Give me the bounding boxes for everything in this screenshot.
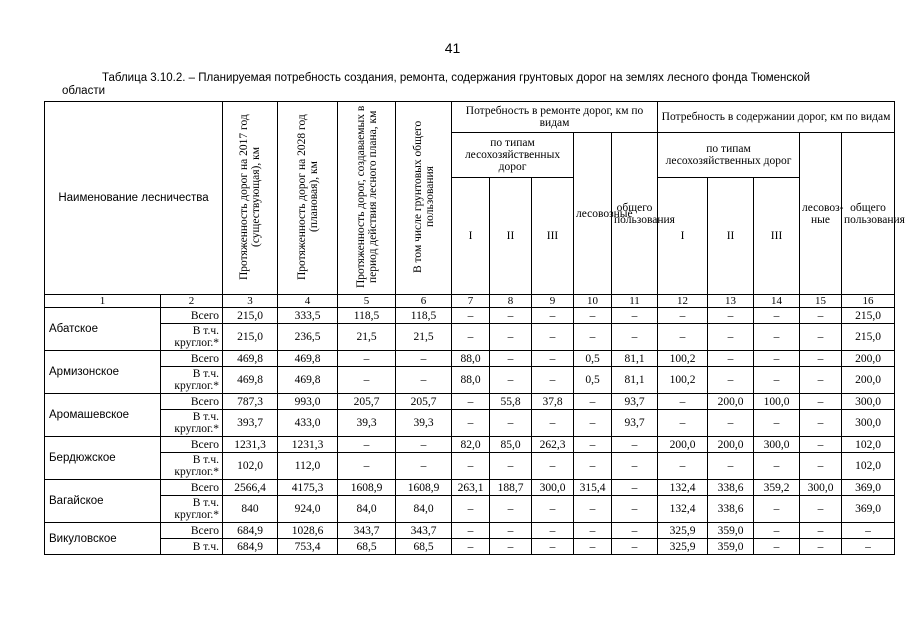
table-cell: – <box>532 324 574 351</box>
table-cell: 393,7 <box>223 410 278 437</box>
column-number: 16 <box>842 295 895 308</box>
table-row <box>45 453 895 480</box>
table-cell: – <box>800 410 842 437</box>
header-repair-type-3: III <box>532 178 574 295</box>
table-cell: 343,7 <box>338 523 396 539</box>
table-cell: – <box>800 324 842 351</box>
table-row <box>45 523 895 539</box>
table-cell: – <box>754 324 800 351</box>
header-maintain-type-2: II <box>708 178 754 295</box>
header-maintain-general: общего пользования <box>842 133 895 295</box>
row-kind: Всего <box>161 351 223 367</box>
header-maintain-by-types: по типам лесохозяйственных дорог <box>658 133 800 178</box>
table-cell: – <box>612 496 658 523</box>
table-cell: – <box>452 410 490 437</box>
header-repair-by-types: по типам лесохозяйственных дорог <box>452 133 574 178</box>
row-kind: Всего <box>161 308 223 324</box>
table-cell: 188,7 <box>490 480 532 496</box>
table-cell: 840 <box>223 496 278 523</box>
table-cell: – <box>452 453 490 480</box>
table-cell: 1028,6 <box>278 523 338 539</box>
header-created: Протяженность дорог, создаваемых в период действия лесного плана, км <box>338 102 396 295</box>
row-kind: В т.ч. круглог.* <box>161 324 223 351</box>
table-cell: – <box>490 539 532 555</box>
table-cell: 0,5 <box>574 367 612 394</box>
forestry-name: Абатское <box>45 308 161 351</box>
table-cell: 1231,3 <box>223 437 278 453</box>
table-row <box>45 308 895 324</box>
table-cell: 369,0 <box>842 480 895 496</box>
table-cell: – <box>452 496 490 523</box>
table-cell: – <box>396 437 452 453</box>
table-cell: – <box>800 523 842 539</box>
table-cell: 37,8 <box>532 394 574 410</box>
table-cell: 993,0 <box>278 394 338 410</box>
column-number: 3 <box>223 295 278 308</box>
table-cell: 68,5 <box>396 539 452 555</box>
table-cell: – <box>452 539 490 555</box>
table-cell: 1608,9 <box>396 480 452 496</box>
table-cell: – <box>754 496 800 523</box>
table-cell: 118,5 <box>396 308 452 324</box>
table-cell: 325,9 <box>658 523 708 539</box>
column-number: 2 <box>161 295 223 308</box>
table-cell: – <box>658 453 708 480</box>
table-cell: 200,0 <box>708 394 754 410</box>
table-cell: 469,8 <box>223 351 278 367</box>
header-maintain-forest: лесовоз-ные <box>800 133 842 295</box>
table-cell: 236,5 <box>278 324 338 351</box>
table-cell: 102,0 <box>842 453 895 480</box>
table-cell: – <box>754 308 800 324</box>
table-cell: – <box>574 324 612 351</box>
table-row <box>45 351 895 367</box>
caption-line-1: Таблица 3.10.2. – Планируемая потребность создания, ремонта, содержания грунтовых дорог на землях лесного фонда Тюменской <box>102 72 811 84</box>
table-cell: 0,5 <box>574 351 612 367</box>
table-cell: – <box>612 539 658 555</box>
table-cell: 200,0 <box>842 367 895 394</box>
table-cell: – <box>708 351 754 367</box>
table-cell: 753,4 <box>278 539 338 555</box>
table-cell: 300,0 <box>754 437 800 453</box>
table-cell: 205,7 <box>338 394 396 410</box>
table-cell: 215,0 <box>223 308 278 324</box>
table-cell: – <box>754 367 800 394</box>
table-cell: – <box>800 437 842 453</box>
column-number: 10 <box>574 295 612 308</box>
table-cell: – <box>612 523 658 539</box>
table-cell: – <box>708 324 754 351</box>
table-cell: – <box>490 496 532 523</box>
table-cell: – <box>612 453 658 480</box>
row-kind: Всего <box>161 480 223 496</box>
table-cell: 1608,9 <box>338 480 396 496</box>
table-cell: – <box>754 351 800 367</box>
table-cell: 359,0 <box>708 539 754 555</box>
forestry-name: Викуловское <box>45 523 161 555</box>
row-kind: В т.ч. круглог.* <box>161 453 223 480</box>
table-cell: 102,0 <box>223 453 278 480</box>
column-number: 7 <box>452 295 490 308</box>
column-number: 1 <box>45 295 161 308</box>
row-kind: Всего <box>161 437 223 453</box>
table-caption <box>62 72 842 98</box>
header-len2028: Протяженность дорог на 2028 год (плановая), км <box>278 102 338 295</box>
table-cell: 315,4 <box>574 480 612 496</box>
table-cell: 300,0 <box>800 480 842 496</box>
row-kind: В т.ч. <box>161 539 223 555</box>
table-cell: 55,8 <box>490 394 532 410</box>
table-cell: – <box>396 453 452 480</box>
column-number: 13 <box>708 295 754 308</box>
table-cell: – <box>490 351 532 367</box>
table-cell: – <box>800 351 842 367</box>
table-cell: 81,1 <box>612 351 658 367</box>
table-cell: 215,0 <box>223 324 278 351</box>
table-row <box>45 480 895 496</box>
table-cell: – <box>754 453 800 480</box>
roads-table <box>44 101 905 555</box>
table-cell: – <box>452 394 490 410</box>
table-cell: – <box>574 410 612 437</box>
table-cell: 102,0 <box>842 437 895 453</box>
table-cell: – <box>574 539 612 555</box>
table-cell: – <box>574 496 612 523</box>
table-cell: 200,0 <box>708 437 754 453</box>
table-cell: 82,0 <box>452 437 490 453</box>
table-cell: 88,0 <box>452 351 490 367</box>
column-number: 9 <box>532 295 574 308</box>
table-cell: 21,5 <box>338 324 396 351</box>
row-kind: В т.ч. круглог.* <box>161 367 223 394</box>
column-number: 4 <box>278 295 338 308</box>
table-row <box>45 394 895 410</box>
column-number: 8 <box>490 295 532 308</box>
row-kind: Всего <box>161 394 223 410</box>
table-cell: – <box>532 367 574 394</box>
table-cell: 338,6 <box>708 480 754 496</box>
table-cell: 132,4 <box>658 480 708 496</box>
header-repair: Потребность в ремонте дорог, км по видам <box>452 102 658 133</box>
table-cell: – <box>800 496 842 523</box>
forestry-name: Вагайское <box>45 480 161 523</box>
table-cell: – <box>532 496 574 523</box>
table-cell: – <box>612 480 658 496</box>
header-maintain-type-3: III <box>754 178 800 295</box>
table-cell: 924,0 <box>278 496 338 523</box>
table-cell: 85,0 <box>490 437 532 453</box>
table-cell: – <box>490 523 532 539</box>
table-cell: – <box>658 308 708 324</box>
table-cell: 100,2 <box>658 351 708 367</box>
table-cell: – <box>574 437 612 453</box>
row-kind: В т.ч. круглог.* <box>161 410 223 437</box>
header-maintain-type-1: I <box>658 178 708 295</box>
table-cell: – <box>532 351 574 367</box>
table-cell: 469,8 <box>278 351 338 367</box>
table-cell: 369,0 <box>842 496 895 523</box>
table-cell: – <box>574 308 612 324</box>
column-number: 12 <box>658 295 708 308</box>
table-row <box>45 324 895 351</box>
table-cell: 338,6 <box>708 496 754 523</box>
column-number: 11 <box>612 295 658 308</box>
table-row <box>45 496 895 523</box>
table-cell: 1231,3 <box>278 437 338 453</box>
table-cell: – <box>612 324 658 351</box>
table-cell: – <box>842 539 895 555</box>
table-cell: – <box>452 308 490 324</box>
page-number: 41 <box>444 40 461 56</box>
table-cell: – <box>708 308 754 324</box>
table-cell: 200,0 <box>658 437 708 453</box>
header-repair-type-2: II <box>490 178 532 295</box>
table-cell: – <box>800 308 842 324</box>
table-cell: – <box>490 324 532 351</box>
table-cell: – <box>800 453 842 480</box>
table-cell: 469,8 <box>223 367 278 394</box>
table-row <box>45 539 895 555</box>
table-cell: 300,0 <box>842 410 895 437</box>
table-cell: – <box>708 410 754 437</box>
table-cell: – <box>532 523 574 539</box>
column-number-row <box>45 295 895 308</box>
table-cell: – <box>800 367 842 394</box>
table-cell: – <box>338 437 396 453</box>
table-cell: – <box>612 437 658 453</box>
table-cell: 39,3 <box>396 410 452 437</box>
table-cell: – <box>708 453 754 480</box>
table-cell: 300,0 <box>532 480 574 496</box>
header-maintain: Потребность в содержании дорог, км по видам <box>658 102 895 133</box>
table-cell: 325,9 <box>658 539 708 555</box>
table-cell: – <box>754 539 800 555</box>
table-cell: 200,0 <box>842 351 895 367</box>
table-row <box>45 437 895 453</box>
table-cell: – <box>490 410 532 437</box>
table-cell: 118,5 <box>338 308 396 324</box>
table-cell: 433,0 <box>278 410 338 437</box>
table-cell: 469,8 <box>278 367 338 394</box>
table-cell: 93,7 <box>612 410 658 437</box>
table-cell: – <box>658 394 708 410</box>
table-cell: – <box>396 351 452 367</box>
table-cell: – <box>574 394 612 410</box>
table-cell: – <box>338 453 396 480</box>
header-len2017: Протяженность дорог на 2017 год (существующая), км <box>223 102 278 295</box>
table-cell: – <box>754 523 800 539</box>
table-cell: – <box>754 410 800 437</box>
table-cell: – <box>396 367 452 394</box>
column-number: 15 <box>800 295 842 308</box>
table-cell: 684,9 <box>223 523 278 539</box>
table-cell: 262,3 <box>532 437 574 453</box>
table-cell: – <box>452 523 490 539</box>
table-cell: 343,7 <box>396 523 452 539</box>
table-cell: 215,0 <box>842 324 895 351</box>
table-cell: 359,2 <box>754 480 800 496</box>
table-row <box>45 410 895 437</box>
table-cell: – <box>658 410 708 437</box>
table-cell: – <box>532 539 574 555</box>
table-cell: – <box>338 367 396 394</box>
table-cell: 205,7 <box>396 394 452 410</box>
table-cell: 100,0 <box>754 394 800 410</box>
column-number: 5 <box>338 295 396 308</box>
table-cell: 39,3 <box>338 410 396 437</box>
header-repair-forest: лесовозные <box>574 133 612 295</box>
table-cell: 263,1 <box>452 480 490 496</box>
table-cell: – <box>490 308 532 324</box>
table-cell: 68,5 <box>338 539 396 555</box>
table-cell: – <box>574 453 612 480</box>
table-cell: – <box>532 453 574 480</box>
table-cell: 684,9 <box>223 539 278 555</box>
forestry-name: Бердюжское <box>45 437 161 480</box>
table-cell: 333,5 <box>278 308 338 324</box>
table-cell: – <box>452 324 490 351</box>
table-cell: 100,2 <box>658 367 708 394</box>
table-cell: – <box>338 351 396 367</box>
table-cell: – <box>708 367 754 394</box>
table-cell: 21,5 <box>396 324 452 351</box>
header-repair-type-1: I <box>452 178 490 295</box>
table-cell: 112,0 <box>278 453 338 480</box>
table-cell: 2566,4 <box>223 480 278 496</box>
header-name: Наименование лесничества <box>45 102 223 295</box>
table-cell: 81,1 <box>612 367 658 394</box>
table-cell: – <box>800 539 842 555</box>
column-number: 6 <box>396 295 452 308</box>
table-cell: – <box>658 324 708 351</box>
header-public: В том числе грунтовых общего пользования <box>396 102 452 295</box>
table-cell: – <box>532 410 574 437</box>
row-kind: Всего <box>161 523 223 539</box>
table-cell: 787,3 <box>223 394 278 410</box>
table-cell: 132,4 <box>658 496 708 523</box>
table-cell: 300,0 <box>842 394 895 410</box>
table-cell: 88,0 <box>452 367 490 394</box>
header-repair-general: общего пользования <box>612 133 658 295</box>
table-cell: – <box>490 453 532 480</box>
table-cell: 84,0 <box>396 496 452 523</box>
table-cell: – <box>490 367 532 394</box>
forestry-name: Аромашевское <box>45 394 161 437</box>
table-cell: – <box>532 308 574 324</box>
column-number: 14 <box>754 295 800 308</box>
table-cell: 359,0 <box>708 523 754 539</box>
table-row <box>45 367 895 394</box>
table-cell: – <box>842 523 895 539</box>
caption-line-2: области <box>62 85 106 97</box>
table-cell: – <box>612 308 658 324</box>
table-cell: – <box>574 523 612 539</box>
table-cell: 93,7 <box>612 394 658 410</box>
forestry-name: Армизонское <box>45 351 161 394</box>
row-kind: В т.ч. круглог.* <box>161 496 223 523</box>
table-cell: 84,0 <box>338 496 396 523</box>
table-cell: 215,0 <box>842 308 895 324</box>
table-cell: 4175,3 <box>278 480 338 496</box>
table-cell: – <box>800 394 842 410</box>
